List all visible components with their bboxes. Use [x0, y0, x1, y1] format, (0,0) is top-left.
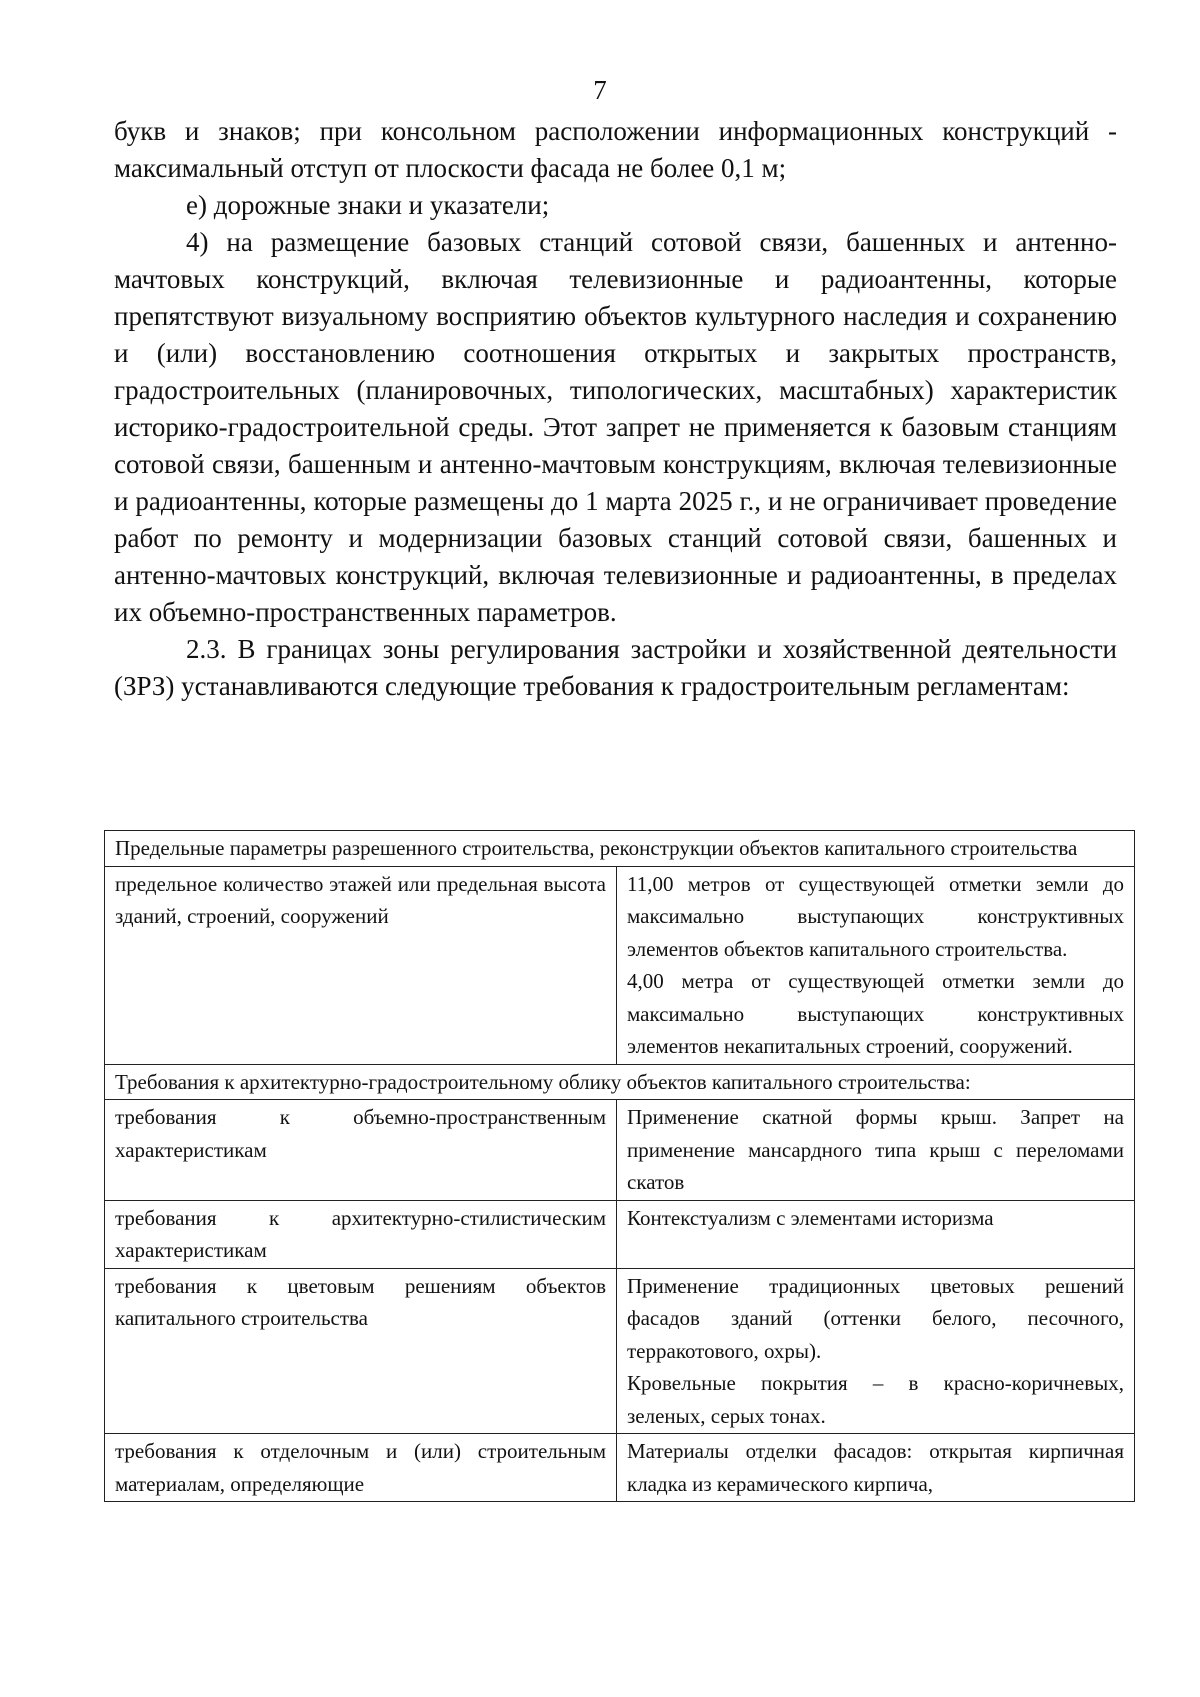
table-row [105, 1434, 1135, 1502]
section-header-appearance: Требования к архитектурно-градостроительному облику объектов капитального строительства: [105, 1064, 1135, 1100]
page-number: 7 [593, 75, 607, 105]
row-value-color [617, 1268, 1135, 1434]
value-facade-colors: Применение традиционных цветовых решений фасадов зданий (оттенки белого, песочного, терракотового, охры). [627, 1273, 1125, 1363]
value-roof-colors: Кровельные покрытия – в красно-коричневых, зеленых, серых тонах. [627, 1371, 1125, 1428]
row-label-height: предельное количество этажей или предельная высота зданий, строений, сооружений [105, 866, 617, 1064]
row-value-volume: Применение скатной формы крыш. Запрет на применение мансардного типа крыш с переломами скатов [617, 1100, 1135, 1201]
row-value-height [617, 866, 1135, 1064]
row-label-materials: требования к отделочным и (или) строительным материалам, определяющие [105, 1434, 617, 1502]
row-label-volume: требования к объемно-пространственным характеристикам [105, 1100, 617, 1201]
row-value-materials: Материалы отделки фасадов: открытая кирпичная кладка из керамического кирпича, [617, 1434, 1135, 1502]
paragraph-item-4: 4) на размещение базовых станций сотовой связи, башенных и антенно-мачтовых конструкций, включая телевизионные и радиоантенны, которые препятствуют визуальному восприятию объектов культурного наследия и сохранению и (или) восстановлению соотношения открытых и закрытых пространств, градостроительных (планировочных, типологических, масштабных) характеристик историко-градостроительной среды. Этот запрет не применяется к базовым станциям сотовой связи, башенным и антенно-мачтовым конструкциям, включая телевизионные и радиоантенны, которые размещены до 1 марта 2025 г., и не ограничивает проведение работ по ремонту и модернизации базовых станций сотовой связи, башенных и антенно-мачтовых конструкций, включая телевизионные и радиоантенны, в пределах их объемно-пространственных параметров. [114, 227, 1117, 627]
table-row [105, 1200, 1135, 1268]
paragraph-continuation: букв и знаков; при консольном расположении информационных конструкций - максимальный отступ от плоскости фасада не более 0,1 м; [114, 116, 1117, 183]
value-capital-height: 11,00 метров от существующей отметки земли до максимально выступающих конструктивных элементов объектов капитального строительства. [627, 871, 1125, 961]
table-row [105, 1064, 1135, 1100]
table-row [105, 831, 1135, 867]
table-row [105, 1100, 1135, 1201]
row-label-color: требования к цветовым решениям объектов капитального строительства [105, 1268, 617, 1434]
paragraph-item-e: е) дорожные знаки и указатели; [186, 190, 550, 220]
paragraph-2-3: 2.3. В границах зоны регулирования застройки и хозяйственной деятельности (ЗРЗ) устанавливаются следующие требования к градостроительным регламентам: [114, 634, 1117, 701]
table-row [105, 1268, 1135, 1434]
table-row [105, 866, 1135, 1064]
regulations-table [104, 830, 1135, 1502]
section-header-limits: Предельные параметры разрешенного строительства, реконструкции объектов капитального строительства [105, 831, 1135, 867]
body-text [114, 113, 1117, 705]
row-value-style: Контекстуализм с элементами историзма [617, 1200, 1135, 1268]
value-noncapital-height: 4,00 метра от существующей отметки земли до максимально выступающих конструктивных элементов некапитальных строений, сооружений. [627, 969, 1125, 1058]
row-label-style: требования к архитектурно-стилистическим характеристикам [105, 1200, 617, 1268]
